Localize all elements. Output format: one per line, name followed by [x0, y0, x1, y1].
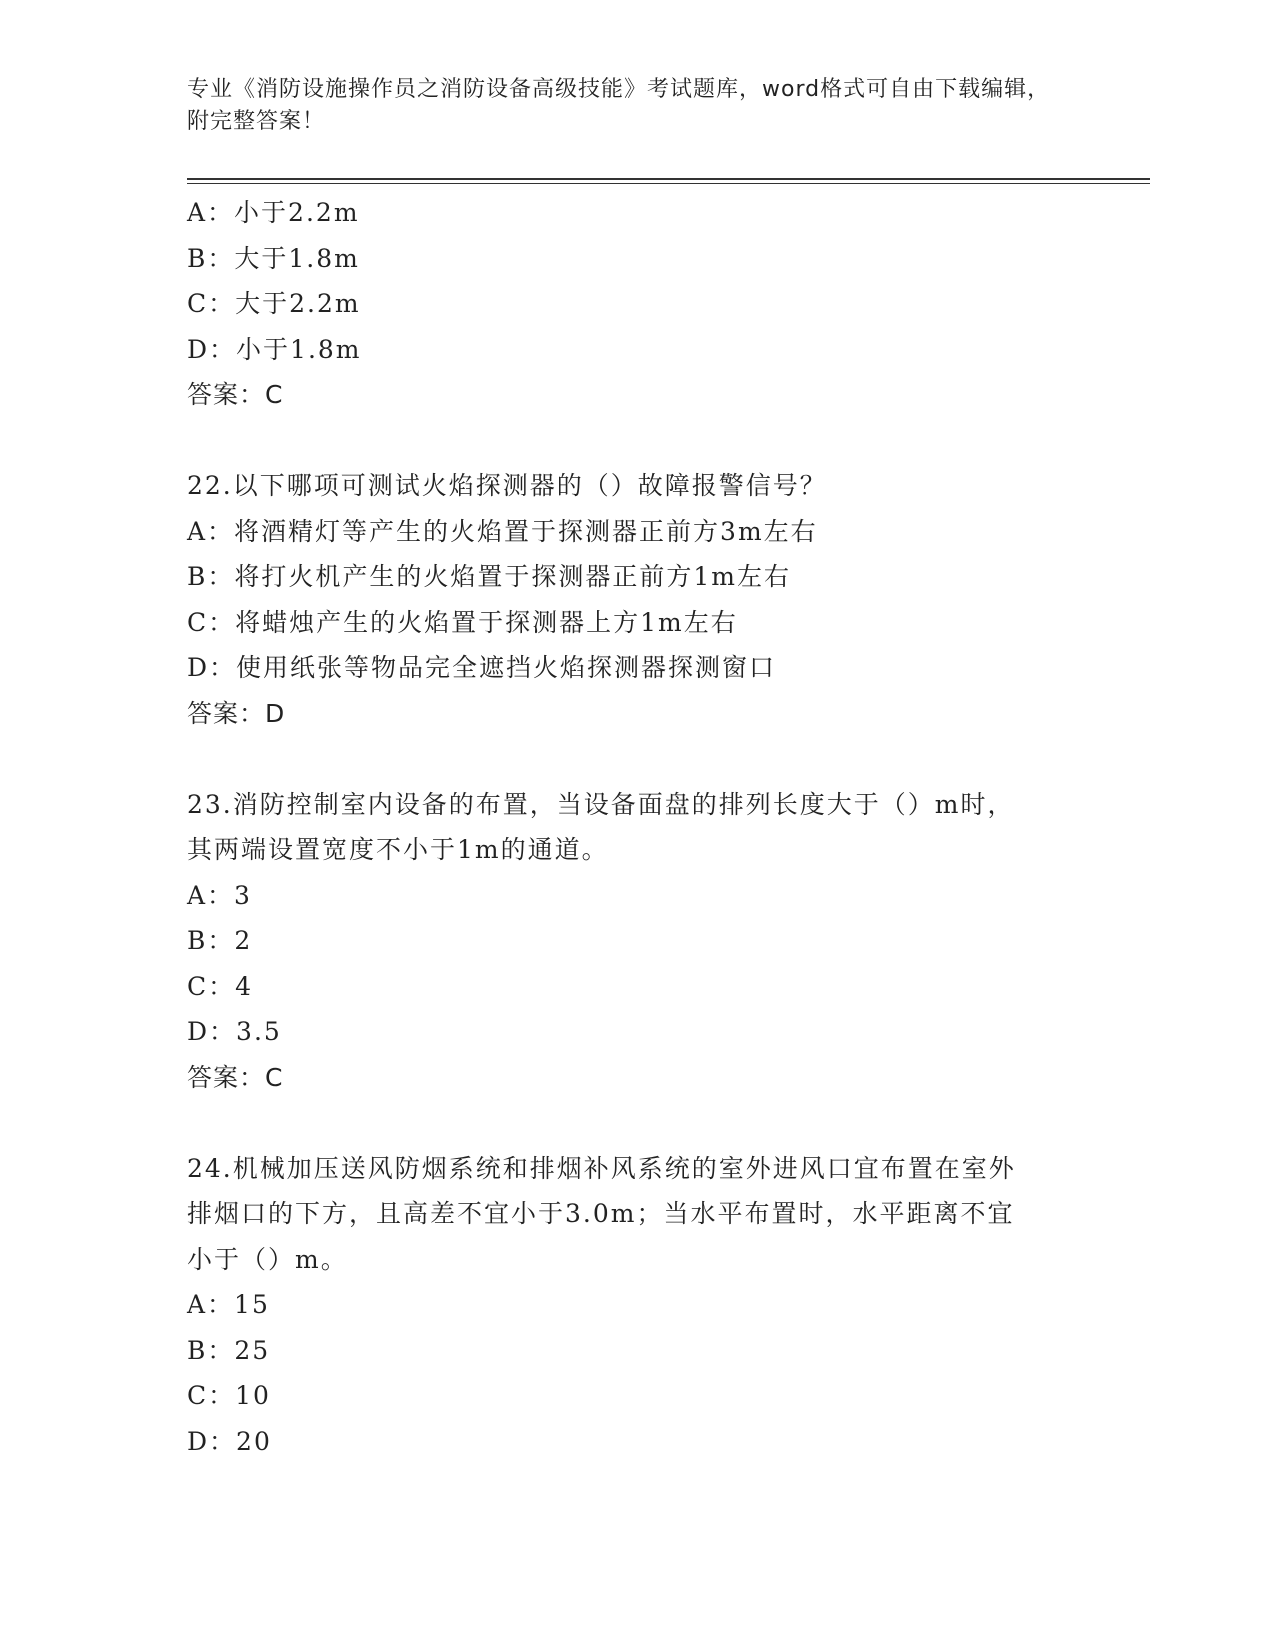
- option-d: D：20: [187, 1426, 272, 1456]
- question-stem-line-1: 23.消防控制室内设备的布置，当设备面盘的排列长度大于（）m时，: [187, 789, 1015, 819]
- option-a: A：小于2.2m: [187, 198, 360, 227]
- option-c: C：10: [187, 1381, 271, 1410]
- option-c: C：大于2.2m: [187, 289, 361, 318]
- question-stem-line-2: 其两端设置宽度不小于1m的通道。: [187, 835, 609, 864]
- header-divider-thick: [187, 178, 1150, 180]
- option-a: A：15: [187, 1290, 270, 1319]
- question-stem-line-1: 24.机械加压送风防烟系统和排烟补风系统的室外进风口宜布置在室外: [187, 1153, 1016, 1183]
- question-stem-line-2: 排烟口的下方，且高差不宜小于3.0m；当水平布置时，水平距离不宜: [187, 1199, 1015, 1228]
- answer: 答案：C: [187, 1062, 284, 1092]
- option-c: C：4: [187, 971, 254, 1001]
- option-d: D：使用纸张等物品完全遮挡火焰探测器探测窗口: [187, 653, 777, 682]
- answer: 答案：C: [187, 380, 284, 409]
- option-b: B：25: [187, 1335, 271, 1365]
- header-divider-thin: [187, 183, 1150, 184]
- option-b: B：将打火机产生的火焰置于探测器正前方1m左右: [187, 562, 791, 591]
- option-d: D：3.5: [187, 1017, 282, 1046]
- answer: 答案：D: [187, 698, 286, 728]
- document-header: 专业《消防设施操作员之消防设备高级技能》考试题库，word格式可自由下载编辑，附完整答案！: [187, 77, 1051, 134]
- question-21: [187, 190, 1087, 418]
- option-a: A：3: [187, 880, 252, 910]
- question-24: [187, 1146, 1087, 1465]
- option-b: B：2: [187, 926, 253, 955]
- option-d: D：小于1.8m: [187, 334, 362, 364]
- option-b: B：大于1.8m: [187, 243, 360, 273]
- question-stem-line-3: 小于（）m。: [187, 1244, 348, 1274]
- option-a: A：将酒精灯等产生的火焰置于探测器正前方3m左右: [187, 516, 818, 546]
- option-c: C：将蜡烛产生的火焰置于探测器上方1m左右: [187, 607, 738, 637]
- question-stem: 22.以下哪项可测试火焰探测器的（）故障报警信号？: [187, 471, 827, 500]
- question-23: [187, 782, 1087, 1101]
- question-list: [187, 190, 1087, 1464]
- question-22: [187, 463, 1087, 736]
